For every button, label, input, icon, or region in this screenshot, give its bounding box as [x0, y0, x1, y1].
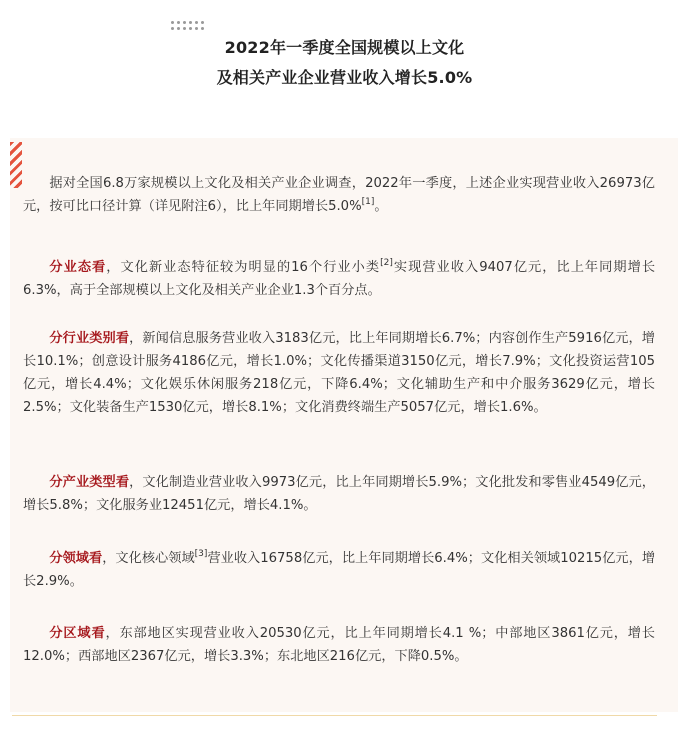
decorative-dots-top	[171, 21, 204, 30]
section-by-industry-type	[23, 471, 655, 517]
bottom-divider	[12, 715, 657, 716]
stripes-decoration	[10, 142, 22, 188]
footnote-ref-1[interactable]: [1]	[361, 197, 375, 207]
section-text: ，文化制造业营业收入9973亿元，比上年同期增长5.9%；文化批发和零售业4549亿元，增长5.8%；文化服务业12451亿元，增长4.1%。	[23, 475, 655, 513]
intro-tail: 。	[374, 199, 388, 214]
section-by-business-form	[23, 256, 655, 302]
section-keyword: 分领域看	[49, 551, 103, 566]
article-title-line-1: 2022年一季度全国规模以上文化	[224, 38, 465, 57]
section-text: 营业收入16758亿元，比上年同期增长6.4%；文化相关领域10215亿元，增长2.9%。	[23, 551, 656, 589]
section-keyword: 分产业类型看	[49, 475, 130, 490]
article-title-line-2: 及相关产业企业营业收入增长5.0%	[216, 68, 473, 87]
section-keyword: 分行业类别看	[49, 331, 130, 346]
intro-paragraph	[23, 172, 655, 218]
footnote-ref-2[interactable]: [2]	[380, 258, 393, 268]
section-text: ，东部地区实现营业收入20530亿元，比上年同期增长4.1 %；中部地区3861亿元，增长12.0%；西部地区2367亿元，增长3.3%；东北地区216亿元，下降0.5%。	[23, 626, 655, 664]
section-by-industry-category	[23, 327, 655, 419]
title-box	[166, 30, 523, 100]
section-by-domain	[23, 547, 655, 593]
section-text: ，新闻信息服务营业收入3183亿元，比上年同期增长6.7%；内容创作生产5916亿元，增长10.1%；创意设计服务4186亿元，增长1.0%；文化传播渠道3150亿元，增长7.9%；文化投资运营105亿元，增长4.4%；文化娱乐休闲服务218亿元，下降6.4%；文化辅助生产和中介服务3629亿元，增长2.5%；文化装备生产1530亿元，增长8.1%；文化消费终端生产5057亿元，增长1.6%。	[23, 331, 655, 415]
section-text-pre: ，文化核心领域	[102, 551, 195, 566]
section-text-pre: ，文化新业态特征较为明显的16个行业小类	[106, 260, 381, 275]
section-keyword: 分业态看	[49, 260, 107, 275]
section-by-region	[23, 622, 655, 668]
intro-text: 据对全国6.8万家规模以上文化及相关产业企业调查，2022年一季度，上述企业实现营业收入26973亿元，按可比口径计算（详见附注6），比上年同期增长5.0%	[23, 176, 655, 214]
footnote-ref-3[interactable]: [3]	[194, 549, 208, 559]
section-keyword: 分区域看	[49, 626, 106, 641]
section-text: 实现营业收入9407亿元，比上年同期增长6.3%，高于全部规模以上文化及相关产业企业1.3个百分点。	[23, 260, 656, 298]
